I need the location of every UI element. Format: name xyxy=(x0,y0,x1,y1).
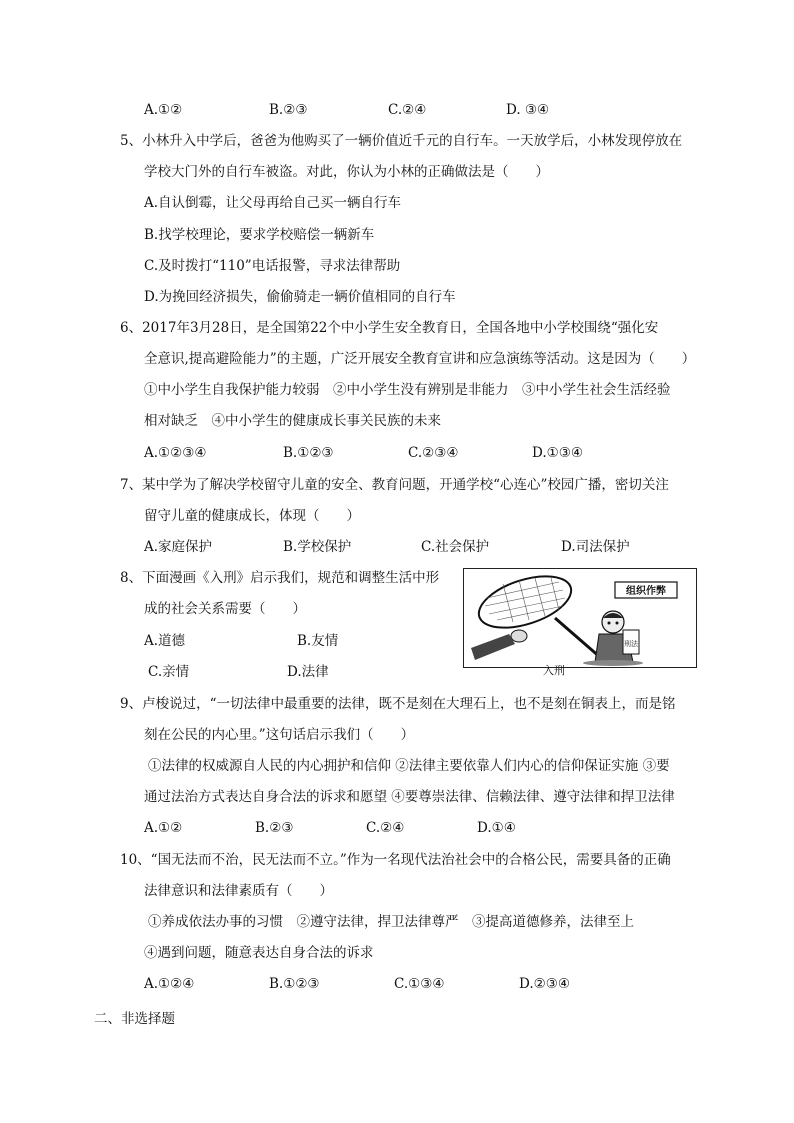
q5-option-d: D.为挽回经济损失，偷偷骑走一辆价值相同的自行车 xyxy=(144,289,456,305)
q5-stem-line1: 5、小林升入中学后，爸爸为他购买了一辆价值近千元的自行车。一天放学后，小林发现停放在 xyxy=(120,133,683,149)
cartoon-net-label: 组织作弊 xyxy=(626,586,666,597)
q4-option-d: D. ③④ xyxy=(506,102,550,118)
q5-option-c: C.及时拨打“110”电话报警，寻求法律帮助 xyxy=(144,258,401,274)
q10-statements-line2: ④遇到问题，随意表达自身合法的诉求 xyxy=(144,945,374,961)
q8-option-a: A.道德 xyxy=(144,633,186,649)
q10-statements-line1: ①养成依法办事的习惯 ②遵守法律，捍卫法律尊严 ③提高道德修养，法律至上 xyxy=(148,914,634,930)
q9-option-c: C.②④ xyxy=(366,820,405,836)
q9-stem-line1: 9、卢梭说过，“一切法律中最重要的法律，既不是刻在大理石上，也不是刻在铜表上，而是铭 xyxy=(120,696,676,712)
q4-option-b: B.②③ xyxy=(269,102,308,118)
q4-option-c: C.②④ xyxy=(388,102,427,118)
q9-option-d: D.①④ xyxy=(477,820,516,836)
q6-statements-line2: 相对缺乏 ④中小学生的健康成长事关民族的未来 xyxy=(144,413,441,429)
section2-heading: 二、非选择题 xyxy=(94,1011,175,1027)
q10-option-c: C.①③④ xyxy=(394,976,445,992)
q8-stem-line1: 8、下面漫画《入刑》启示我们，规范和调整生活中形 xyxy=(120,570,440,586)
q10-option-b: B.①②③ xyxy=(269,976,320,992)
q6-option-a: A.①②③④ xyxy=(144,445,207,461)
q5-option-b: B.找学校理论，要求学校赔偿一辆新车 xyxy=(144,227,375,243)
q9-option-b: B.②③ xyxy=(255,820,294,836)
q8-option-c: C.亲情 xyxy=(148,664,190,680)
q5-stem-line2: 学校大门外的自行车被盗。对此，你认为小林的正确做法是（ ） xyxy=(144,164,549,180)
q7-option-d: D.司法保护 xyxy=(561,539,630,555)
q8-stem-line2: 成的社会关系需要（ ） xyxy=(144,601,306,617)
q4-option-a: A.①② xyxy=(144,102,183,118)
q10-stem-line2: 法律意识和法律素质有（ ） xyxy=(144,883,333,899)
cartoon-book-label: 刑法 xyxy=(624,640,638,648)
q6-option-b: B.①②③ xyxy=(283,445,334,461)
q7-stem-line1: 7、某中学为了解决学校留守儿童的安全、教育问题，开通学校“心连心”校园广播，密切关注 xyxy=(120,477,669,493)
q9-statements-line2: 通过法治方式表达自身合法的诉求和愿望 ④要尊崇法律、信赖法律、遵守法律和捍卫法律 xyxy=(144,789,675,805)
q10-stem-line1: 10、“国无法而不治，民无法而不立。”作为一名现代法治社会中的合格公民，需要具备的正确 xyxy=(120,852,671,868)
q9-option-a: A.①② xyxy=(144,820,183,836)
q8-option-d: D.法律 xyxy=(287,664,329,680)
cartoon-caption: 入刑 xyxy=(543,664,565,677)
q8-option-b: B.友情 xyxy=(297,633,339,649)
q6-stem-line2: 全意识,提高避险能力”的主题，广泛开展安全教育宣讲和应急演练等活动。这是因为（ ） xyxy=(144,351,696,367)
q9-statements-line1: ①法律的权威源自人民的内心拥护和信仰 ②法律主要依靠人们内心的信仰保证实施 ③要 xyxy=(148,758,670,774)
q10-option-a: A.①②④ xyxy=(144,976,195,992)
q9-stem-line2: 刻在公民的内心里。”这句话启示我们（ ） xyxy=(144,727,415,743)
q6-stem-line1: 6、2017年3月28日，是全国第22个中小学生安全教育日，全国各地中小学校围绕“强化安 xyxy=(120,320,659,336)
q7-stem-line2: 留守儿童的健康成长，体现（ ） xyxy=(144,508,360,524)
q10-option-d: D.②③④ xyxy=(519,976,570,992)
q6-option-c: C.②③④ xyxy=(408,445,459,461)
q7-option-b: B.学校保护 xyxy=(283,539,352,555)
q7-option-a: A.家庭保护 xyxy=(144,539,213,555)
q6-statements-line1: ①中小学生自我保护能力较弱 ②中小学生没有辨别是非能力 ③中小学生社会生活经验 xyxy=(144,382,671,398)
cartoon-image xyxy=(463,568,697,668)
q7-option-c: C.社会保护 xyxy=(421,539,490,555)
q5-option-a: A.自认倒霉，让父母再给自己买一辆自行车 xyxy=(144,195,402,211)
q6-option-d: D.①③④ xyxy=(532,445,583,461)
